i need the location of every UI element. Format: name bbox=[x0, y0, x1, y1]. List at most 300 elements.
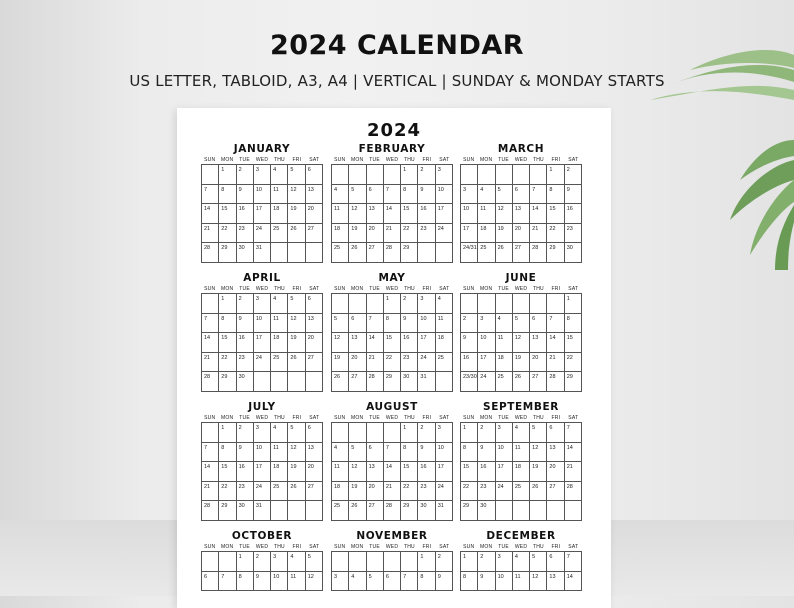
day-cell: 18 bbox=[271, 333, 288, 353]
day-cell: 16 bbox=[401, 333, 418, 353]
day-cell: 7 bbox=[547, 314, 564, 334]
day-cell bbox=[461, 165, 478, 185]
day-cell: 3 bbox=[461, 185, 478, 205]
day-cell: 5 bbox=[367, 572, 384, 592]
day-cell: 6 bbox=[367, 185, 384, 205]
day-cell: 4 bbox=[496, 314, 513, 334]
day-cell: 2 bbox=[461, 314, 478, 334]
day-cell bbox=[219, 552, 236, 572]
weekday-label: WED bbox=[255, 415, 269, 421]
day-cell: 6 bbox=[306, 165, 323, 185]
day-cell: 8 bbox=[219, 443, 236, 463]
day-cell: 15 bbox=[219, 462, 236, 482]
weekday-label: FRI bbox=[551, 286, 561, 292]
day-cell bbox=[202, 552, 219, 572]
day-cell: 3 bbox=[254, 294, 271, 314]
day-cell: 22 bbox=[401, 482, 418, 502]
day-cell bbox=[418, 243, 435, 263]
day-cell: 30 bbox=[565, 243, 582, 263]
weekday-label: THU bbox=[273, 286, 285, 292]
day-cell: 20 bbox=[513, 224, 530, 244]
weekday-label: THU bbox=[532, 415, 544, 421]
day-cell: 1 bbox=[401, 165, 418, 185]
day-cell: 19 bbox=[349, 482, 366, 502]
weekday-label: THU bbox=[403, 157, 415, 163]
day-cell: 18 bbox=[271, 462, 288, 482]
day-cell: 9 bbox=[418, 185, 435, 205]
day-cell: 21 bbox=[530, 224, 547, 244]
day-cell: 31 bbox=[436, 501, 453, 521]
day-cell: 9 bbox=[436, 572, 453, 592]
day-cell bbox=[271, 243, 288, 263]
day-cell: 14 bbox=[547, 333, 564, 353]
day-cell: 1 bbox=[219, 165, 236, 185]
weekday-label: SAT bbox=[439, 544, 450, 550]
day-cell: 19 bbox=[288, 204, 305, 224]
weekday-label: THU bbox=[532, 286, 544, 292]
day-cell: 15 bbox=[401, 204, 418, 224]
day-cell: 2 bbox=[254, 552, 271, 572]
weekday-label: SUN bbox=[463, 157, 475, 163]
day-cell: 19 bbox=[513, 353, 530, 373]
day-cell: 7 bbox=[401, 572, 418, 592]
day-cell: 31 bbox=[254, 243, 271, 263]
day-cell: 21 bbox=[565, 462, 582, 482]
day-cell: 2 bbox=[237, 165, 254, 185]
day-cell: 20 bbox=[306, 333, 323, 353]
day-cell: 16 bbox=[237, 462, 254, 482]
weekday-label: SUN bbox=[334, 157, 346, 163]
day-cell: 26 bbox=[288, 482, 305, 502]
day-cell: 17 bbox=[254, 333, 271, 353]
day-cell: 5 bbox=[513, 314, 530, 334]
day-cell: 25 bbox=[271, 224, 288, 244]
day-cell: 7 bbox=[202, 185, 219, 205]
day-cell: 24 bbox=[254, 353, 271, 373]
day-cell: 23/30 bbox=[461, 372, 478, 392]
day-cell: 26 bbox=[496, 243, 513, 263]
day-cell bbox=[401, 552, 418, 572]
month-name: DECEMBER bbox=[486, 530, 556, 542]
day-cell: 17 bbox=[436, 462, 453, 482]
month-name: NOVEMBER bbox=[356, 530, 428, 542]
day-cell: 20 bbox=[367, 224, 384, 244]
day-cell: 15 bbox=[461, 462, 478, 482]
day-cell: 8 bbox=[219, 314, 236, 334]
day-cell bbox=[202, 165, 219, 185]
day-cell: 20 bbox=[349, 353, 366, 373]
day-cell: 10 bbox=[496, 443, 513, 463]
weekday-label: TUE bbox=[369, 157, 380, 163]
day-cell: 13 bbox=[367, 204, 384, 224]
day-cell bbox=[349, 552, 366, 572]
month-day-grid bbox=[201, 164, 323, 263]
day-cell: 14 bbox=[202, 462, 219, 482]
day-cell bbox=[436, 372, 453, 392]
day-cell: 31 bbox=[418, 372, 435, 392]
day-cell: 30 bbox=[237, 501, 254, 521]
day-cell: 2 bbox=[401, 294, 418, 314]
day-cell: 12 bbox=[288, 443, 305, 463]
day-cell: 12 bbox=[332, 333, 349, 353]
day-cell: 14 bbox=[384, 462, 401, 482]
day-cell: 18 bbox=[478, 224, 495, 244]
day-cell: 22 bbox=[219, 224, 236, 244]
weekday-label: MON bbox=[221, 544, 234, 550]
day-cell: 10 bbox=[436, 185, 453, 205]
day-cell: 30 bbox=[478, 501, 495, 521]
day-cell: 23 bbox=[418, 224, 435, 244]
day-cell: 2 bbox=[418, 423, 435, 443]
month-june bbox=[460, 271, 582, 392]
day-cell: 7 bbox=[565, 423, 582, 443]
weekday-label: THU bbox=[273, 415, 285, 421]
day-cell: 4 bbox=[332, 185, 349, 205]
day-cell: 9 bbox=[237, 443, 254, 463]
day-cell: 2 bbox=[478, 423, 495, 443]
day-cell: 12 bbox=[530, 572, 547, 592]
day-cell: 1 bbox=[401, 423, 418, 443]
weekday-label: SAT bbox=[309, 286, 320, 292]
day-cell: 6 bbox=[547, 423, 564, 443]
day-cell bbox=[288, 372, 305, 392]
day-cell: 18 bbox=[271, 204, 288, 224]
day-cell: 19 bbox=[496, 224, 513, 244]
weekday-label: WED bbox=[514, 415, 528, 421]
weekday-label: WED bbox=[385, 415, 399, 421]
month-day-grid bbox=[460, 164, 582, 263]
day-cell: 11 bbox=[271, 443, 288, 463]
day-cell: 21 bbox=[384, 482, 401, 502]
weekday-label: TUE bbox=[369, 286, 380, 292]
day-cell: 30 bbox=[418, 501, 435, 521]
day-cell: 28 bbox=[202, 243, 219, 263]
month-february bbox=[331, 142, 453, 263]
day-cell bbox=[496, 294, 513, 314]
weekday-label: SAT bbox=[568, 415, 579, 421]
month-name: JANUARY bbox=[233, 143, 291, 155]
weekday-label: SAT bbox=[309, 544, 320, 550]
month-day-grid bbox=[331, 293, 453, 392]
day-cell: 4 bbox=[478, 185, 495, 205]
day-cell: 17 bbox=[254, 204, 271, 224]
weekday-label: SAT bbox=[568, 286, 579, 292]
day-cell bbox=[547, 501, 564, 521]
day-cell: 19 bbox=[349, 224, 366, 244]
day-cell: 11 bbox=[436, 314, 453, 334]
day-cell: 26 bbox=[332, 372, 349, 392]
day-cell: 8 bbox=[401, 443, 418, 463]
day-cell: 26 bbox=[349, 243, 366, 263]
day-cell: 14 bbox=[367, 333, 384, 353]
weekday-label: FRI bbox=[422, 415, 432, 421]
month-name: MARCH bbox=[497, 143, 545, 155]
day-cell: 9 bbox=[565, 185, 582, 205]
day-cell: 2 bbox=[418, 165, 435, 185]
weekday-header bbox=[331, 156, 453, 164]
weekday-label: TUE bbox=[239, 286, 250, 292]
weekday-label: WED bbox=[255, 286, 269, 292]
day-cell: 9 bbox=[401, 314, 418, 334]
weekday-label: SAT bbox=[568, 544, 579, 550]
day-cell: 14 bbox=[202, 204, 219, 224]
month-september bbox=[460, 400, 582, 521]
month-october bbox=[201, 529, 323, 591]
day-cell: 19 bbox=[530, 462, 547, 482]
day-cell: 12 bbox=[288, 314, 305, 334]
day-cell: 29 bbox=[384, 372, 401, 392]
day-cell: 9 bbox=[461, 333, 478, 353]
day-cell: 14 bbox=[530, 204, 547, 224]
day-cell bbox=[384, 423, 401, 443]
day-cell: 23 bbox=[478, 482, 495, 502]
day-cell: 10 bbox=[271, 572, 288, 592]
day-cell: 6 bbox=[306, 423, 323, 443]
weekday-label: SUN bbox=[463, 415, 475, 421]
day-cell: 4 bbox=[436, 294, 453, 314]
weekday-label: FRI bbox=[551, 415, 561, 421]
page-subtitle: US LETTER, TABLOID, A3, A4 | VERTICAL | SUNDAY & MONDAY STARTS bbox=[129, 72, 665, 90]
day-cell: 4 bbox=[271, 294, 288, 314]
weekday-label: THU bbox=[403, 415, 415, 421]
day-cell bbox=[306, 243, 323, 263]
weekday-label: TUE bbox=[239, 157, 250, 163]
day-cell: 3 bbox=[478, 314, 495, 334]
day-cell: 16 bbox=[418, 462, 435, 482]
month-day-grid bbox=[331, 164, 453, 263]
day-cell: 3 bbox=[271, 552, 288, 572]
day-cell: 21 bbox=[547, 353, 564, 373]
weekday-label: FRI bbox=[292, 415, 302, 421]
day-cell: 10 bbox=[496, 572, 513, 592]
day-cell: 3 bbox=[496, 423, 513, 443]
day-cell: 8 bbox=[461, 443, 478, 463]
day-cell: 10 bbox=[254, 443, 271, 463]
weekday-label: SUN bbox=[334, 286, 346, 292]
day-cell: 2 bbox=[237, 423, 254, 443]
day-cell: 27 bbox=[530, 372, 547, 392]
day-cell: 5 bbox=[349, 185, 366, 205]
day-cell: 7 bbox=[219, 572, 236, 592]
day-cell: 13 bbox=[547, 572, 564, 592]
weekday-label: SAT bbox=[439, 157, 450, 163]
day-cell: 5 bbox=[496, 185, 513, 205]
day-cell: 27 bbox=[306, 224, 323, 244]
day-cell: 4 bbox=[513, 552, 530, 572]
day-cell bbox=[496, 165, 513, 185]
day-cell: 22 bbox=[384, 353, 401, 373]
day-cell bbox=[271, 372, 288, 392]
day-cell: 17 bbox=[436, 204, 453, 224]
weekday-header bbox=[201, 414, 323, 422]
day-cell bbox=[288, 243, 305, 263]
month-day-grid bbox=[201, 422, 323, 521]
weekday-label: SAT bbox=[309, 157, 320, 163]
weekday-label: SUN bbox=[334, 415, 346, 421]
day-cell: 1 bbox=[237, 552, 254, 572]
weekday-header bbox=[460, 156, 582, 164]
weekday-label: SAT bbox=[568, 157, 579, 163]
day-cell: 24 bbox=[254, 482, 271, 502]
day-cell: 8 bbox=[219, 185, 236, 205]
day-cell bbox=[478, 165, 495, 185]
day-cell: 22 bbox=[219, 353, 236, 373]
day-cell: 3 bbox=[418, 294, 435, 314]
day-cell: 23 bbox=[418, 482, 435, 502]
month-name: MAY bbox=[378, 272, 406, 284]
day-cell: 16 bbox=[461, 353, 478, 373]
month-april bbox=[201, 271, 323, 392]
day-cell: 25 bbox=[271, 482, 288, 502]
day-cell: 7 bbox=[384, 185, 401, 205]
day-cell: 3 bbox=[254, 423, 271, 443]
day-cell: 13 bbox=[306, 185, 323, 205]
day-cell bbox=[349, 423, 366, 443]
day-cell bbox=[513, 501, 530, 521]
weekday-label: TUE bbox=[239, 544, 250, 550]
weekday-label: TUE bbox=[498, 157, 509, 163]
weekday-label: MON bbox=[221, 415, 234, 421]
day-cell: 11 bbox=[271, 314, 288, 334]
day-cell: 1 bbox=[565, 294, 582, 314]
day-cell: 21 bbox=[202, 482, 219, 502]
day-cell bbox=[367, 423, 384, 443]
day-cell: 29 bbox=[565, 372, 582, 392]
day-cell: 8 bbox=[547, 185, 564, 205]
month-day-grid bbox=[460, 551, 582, 591]
day-cell: 28 bbox=[202, 372, 219, 392]
day-cell: 13 bbox=[367, 462, 384, 482]
day-cell: 25 bbox=[478, 243, 495, 263]
day-cell: 1 bbox=[418, 552, 435, 572]
weekday-label: SUN bbox=[204, 544, 216, 550]
day-cell: 10 bbox=[461, 204, 478, 224]
day-cell bbox=[202, 294, 219, 314]
day-cell: 2 bbox=[565, 165, 582, 185]
weekday-label: FRI bbox=[551, 157, 561, 163]
weekday-label: MON bbox=[351, 286, 364, 292]
weekday-label: FRI bbox=[422, 544, 432, 550]
day-cell: 30 bbox=[237, 243, 254, 263]
day-cell: 15 bbox=[565, 333, 582, 353]
month-name: AUGUST bbox=[366, 401, 418, 413]
day-cell bbox=[332, 423, 349, 443]
day-cell: 3 bbox=[496, 552, 513, 572]
day-cell: 8 bbox=[565, 314, 582, 334]
day-cell: 29 bbox=[461, 501, 478, 521]
day-cell: 5 bbox=[530, 423, 547, 443]
day-cell: 24 bbox=[254, 224, 271, 244]
day-cell: 11 bbox=[496, 333, 513, 353]
day-cell: 7 bbox=[202, 314, 219, 334]
day-cell: 5 bbox=[530, 552, 547, 572]
day-cell: 5 bbox=[349, 443, 366, 463]
day-cell: 3 bbox=[254, 165, 271, 185]
day-cell: 12 bbox=[349, 204, 366, 224]
day-cell: 31 bbox=[254, 501, 271, 521]
month-january bbox=[201, 142, 323, 263]
weekday-label: SAT bbox=[439, 286, 450, 292]
day-cell: 4 bbox=[288, 552, 305, 572]
day-cell: 2 bbox=[237, 294, 254, 314]
weekday-header bbox=[331, 285, 453, 293]
day-cell bbox=[367, 552, 384, 572]
day-cell: 13 bbox=[530, 333, 547, 353]
day-cell: 12 bbox=[288, 185, 305, 205]
day-cell: 3 bbox=[332, 572, 349, 592]
day-cell: 29 bbox=[219, 243, 236, 263]
day-cell: 11 bbox=[513, 572, 530, 592]
month-day-grid bbox=[201, 293, 323, 392]
weekday-header bbox=[201, 285, 323, 293]
month-day-grid bbox=[331, 422, 453, 521]
day-cell: 28 bbox=[367, 372, 384, 392]
day-cell: 24 bbox=[496, 482, 513, 502]
day-cell: 6 bbox=[530, 314, 547, 334]
day-cell: 17 bbox=[461, 224, 478, 244]
day-cell bbox=[461, 294, 478, 314]
day-cell: 2 bbox=[436, 552, 453, 572]
day-cell: 6 bbox=[384, 572, 401, 592]
day-cell: 9 bbox=[478, 443, 495, 463]
day-cell: 13 bbox=[547, 443, 564, 463]
weekday-label: THU bbox=[403, 286, 415, 292]
day-cell: 25 bbox=[332, 501, 349, 521]
plant-leaf-image bbox=[610, 30, 794, 270]
weekday-header bbox=[460, 414, 582, 422]
day-cell: 15 bbox=[219, 204, 236, 224]
day-cell: 24 bbox=[418, 353, 435, 373]
weekday-label: SAT bbox=[309, 415, 320, 421]
day-cell: 18 bbox=[496, 353, 513, 373]
day-cell: 9 bbox=[237, 314, 254, 334]
day-cell bbox=[288, 501, 305, 521]
day-cell bbox=[349, 165, 366, 185]
day-cell: 8 bbox=[461, 572, 478, 592]
day-cell: 20 bbox=[530, 353, 547, 373]
day-cell: 25 bbox=[332, 243, 349, 263]
weekday-label: MON bbox=[480, 157, 493, 163]
weekday-label: SUN bbox=[334, 544, 346, 550]
weekday-label: TUE bbox=[369, 544, 380, 550]
weekday-label: WED bbox=[255, 544, 269, 550]
day-cell: 28 bbox=[384, 243, 401, 263]
day-cell: 7 bbox=[565, 552, 582, 572]
weekday-label: FRI bbox=[422, 157, 432, 163]
day-cell: 10 bbox=[436, 443, 453, 463]
day-cell: 5 bbox=[288, 294, 305, 314]
weekday-label: MON bbox=[221, 286, 234, 292]
day-cell: 16 bbox=[237, 333, 254, 353]
day-cell: 29 bbox=[401, 501, 418, 521]
day-cell: 28 bbox=[565, 482, 582, 502]
day-cell: 18 bbox=[332, 482, 349, 502]
weekday-label: THU bbox=[273, 157, 285, 163]
day-cell: 27 bbox=[306, 482, 323, 502]
month-name: JULY bbox=[248, 401, 276, 413]
day-cell: 4 bbox=[271, 165, 288, 185]
weekday-label: THU bbox=[532, 157, 544, 163]
day-cell: 7 bbox=[202, 443, 219, 463]
day-cell: 28 bbox=[384, 501, 401, 521]
weekday-label: WED bbox=[385, 544, 399, 550]
day-cell bbox=[530, 165, 547, 185]
day-cell: 19 bbox=[288, 462, 305, 482]
day-cell bbox=[254, 372, 271, 392]
day-cell: 1 bbox=[219, 294, 236, 314]
day-cell: 29 bbox=[219, 501, 236, 521]
day-cell: 10 bbox=[254, 314, 271, 334]
